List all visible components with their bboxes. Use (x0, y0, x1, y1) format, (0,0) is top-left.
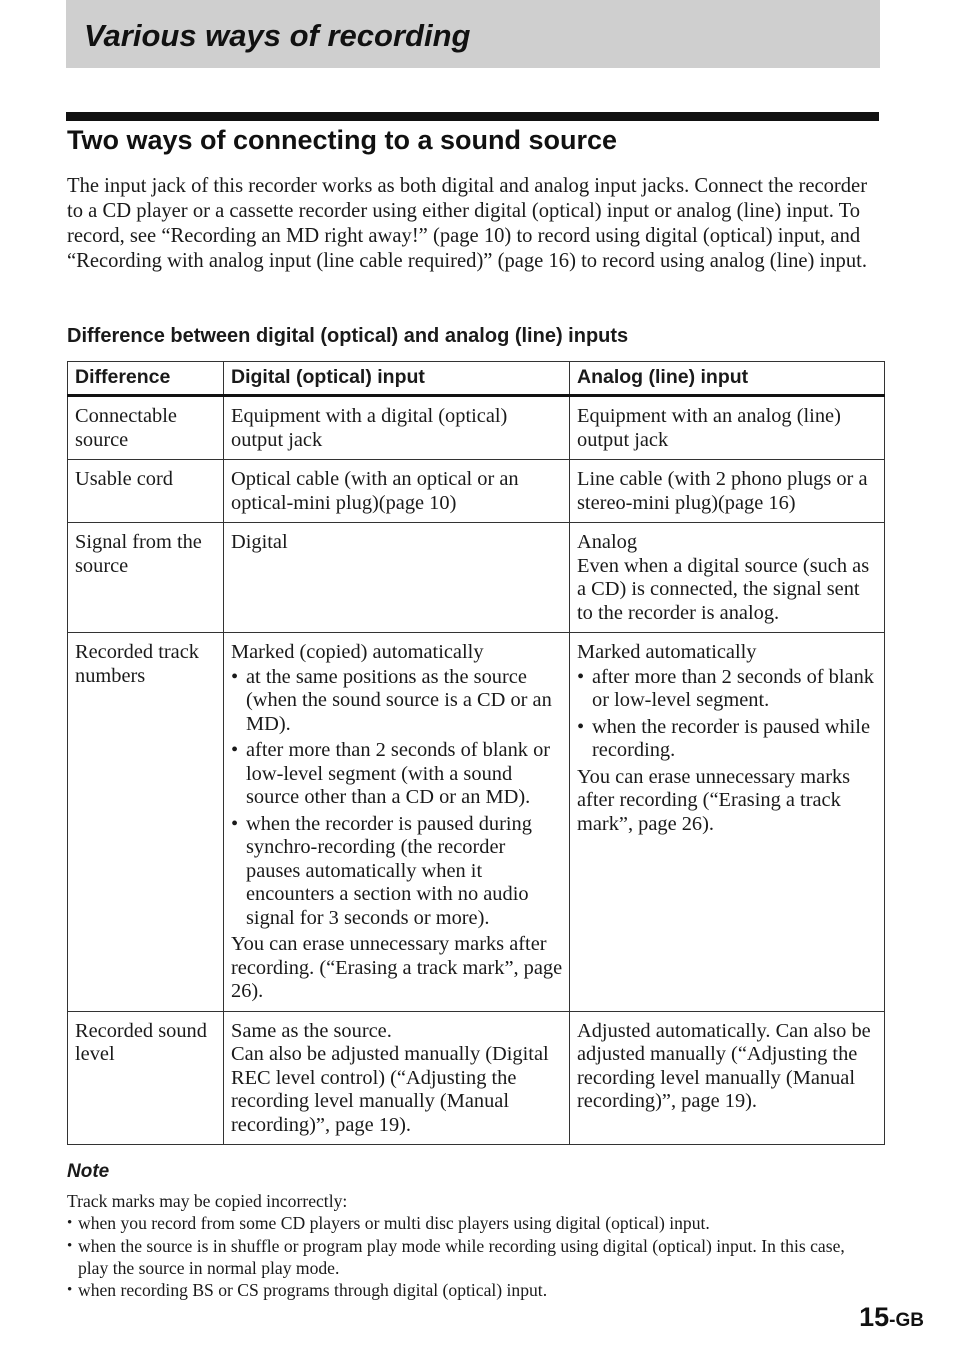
digital-cell (224, 523, 570, 633)
cell-text: You can erase unnecessary marks after recording (“Erasing a track mark”, page 26). (577, 765, 851, 835)
bullet-list (577, 666, 878, 763)
row-label: Recorded track numbers (68, 633, 224, 1012)
digital-cell (224, 633, 570, 1012)
cell-text: Line cable (with 2 phono plugs or a stereo-mini plug)(page 16) (577, 468, 868, 514)
intro-paragraph: The input jack of this recorder works as both digital and analog input jacks. Connect the recorder to a CD player or a cassette recorder using either digital (optical) input or analog (line) input. To record, see “Recording an MD right away!” (page 10) to record using digital (optical) input, and “Recording with analog input (line cable required)” (page 16) to record using analog (line) input. (67, 175, 868, 272)
analog-cell (570, 396, 885, 460)
cell-text: Equipment with an analog (line) output jack (577, 405, 841, 451)
table-row (68, 460, 885, 523)
bullet-item: • after more than 2 seconds of blank or low-level segment (with a sound source other than a CD or an MD). (231, 739, 563, 810)
digital-cell (224, 396, 570, 460)
cell-text: Marked automatically (577, 641, 757, 663)
note-body (67, 1190, 877, 1301)
cell-text: Equipment with a digital (optical) output jack (231, 405, 508, 451)
cell-text: Same as the source. (231, 1019, 392, 1042)
bullet-item: • when the recorder is paused while recording. (577, 716, 878, 763)
section-title: Two ways of connecting to a sound source (67, 125, 618, 155)
digital-cell (224, 1011, 570, 1145)
bullet-list (231, 666, 563, 931)
row-label: Recorded sound level (68, 1011, 224, 1145)
table-row (68, 396, 885, 460)
bullet-item: • when the recorder is paused during synchro-recording (the recorder pauses automatically when it encounters a section with no audio signal for 3 seconds or more). (231, 813, 563, 931)
analog-cell (570, 523, 885, 633)
subsection-title: Difference between digital (optical) and analog (line) inputs (67, 325, 629, 347)
table-body (68, 396, 885, 1145)
cell-text: Adjusted automatically. Can also be adjusted manually (“Adjusting the recording level manually (Manual recording)”, page 19). (577, 1019, 871, 1112)
cell-text: Even when a digital source (such as a CD) is connected, the signal sent to the recorder is analog. (577, 554, 870, 624)
cell-text: Marked (copied) automatically (231, 641, 484, 663)
bullet-item: • after more than 2 seconds of blank or low-level segment. (577, 666, 878, 713)
input-difference-table (67, 361, 885, 1145)
cell-text: Can also be adjusted manually (Digital REC level control) (“Adjusting the recording level manually (Manual recording)”, page 19). (231, 1043, 549, 1136)
note-heading: Note (67, 1161, 110, 1182)
table-row (68, 633, 885, 1012)
cell-text: You can erase unnecessary marks after recording. (“Erasing a track mark”, page 26). (231, 933, 563, 1002)
note-list (67, 1212, 877, 1301)
section-rule (66, 112, 879, 121)
header-digital: Digital (optical) input (224, 362, 570, 396)
row-label: Usable cord (68, 460, 224, 523)
cell-text: Analog (577, 531, 638, 553)
bullet-item: • at the same positions as the source (when the sound source is a CD or an MD). (231, 666, 563, 737)
row-label: Signal from the source (68, 523, 224, 633)
page-number-suffix: -GB (889, 1310, 924, 1331)
row-label: Connectable source (68, 396, 224, 460)
table-row (68, 1011, 885, 1145)
header-analog: Analog (line) input (570, 362, 885, 396)
analog-cell (570, 1011, 885, 1145)
analog-cell (570, 633, 885, 1012)
analog-cell (570, 460, 885, 523)
table-header-row (68, 362, 885, 396)
cell-text: Optical cable (with an optical or an optical-mini plug)(page 10) (231, 468, 519, 514)
note-item: • when recording BS or CS programs through digital (optical) input. (67, 1279, 877, 1301)
page-number (859, 1302, 924, 1333)
table-row (68, 523, 885, 633)
header-difference: Difference (68, 362, 224, 396)
cell-text: Digital (231, 531, 288, 553)
chapter-title: Various ways of recording (84, 18, 471, 53)
note-intro: Track marks may be copied incorrectly: (67, 1191, 348, 1211)
note-item: • when the source is in shuffle or program play mode while recording using digital (optical) input. In this case, play the source in normal play mode. (67, 1235, 877, 1280)
note-item: • when you record from some CD players or multi disc players using digital (optical) input. (67, 1212, 877, 1234)
digital-cell (224, 460, 570, 523)
page-number-value: 15 (859, 1302, 890, 1332)
